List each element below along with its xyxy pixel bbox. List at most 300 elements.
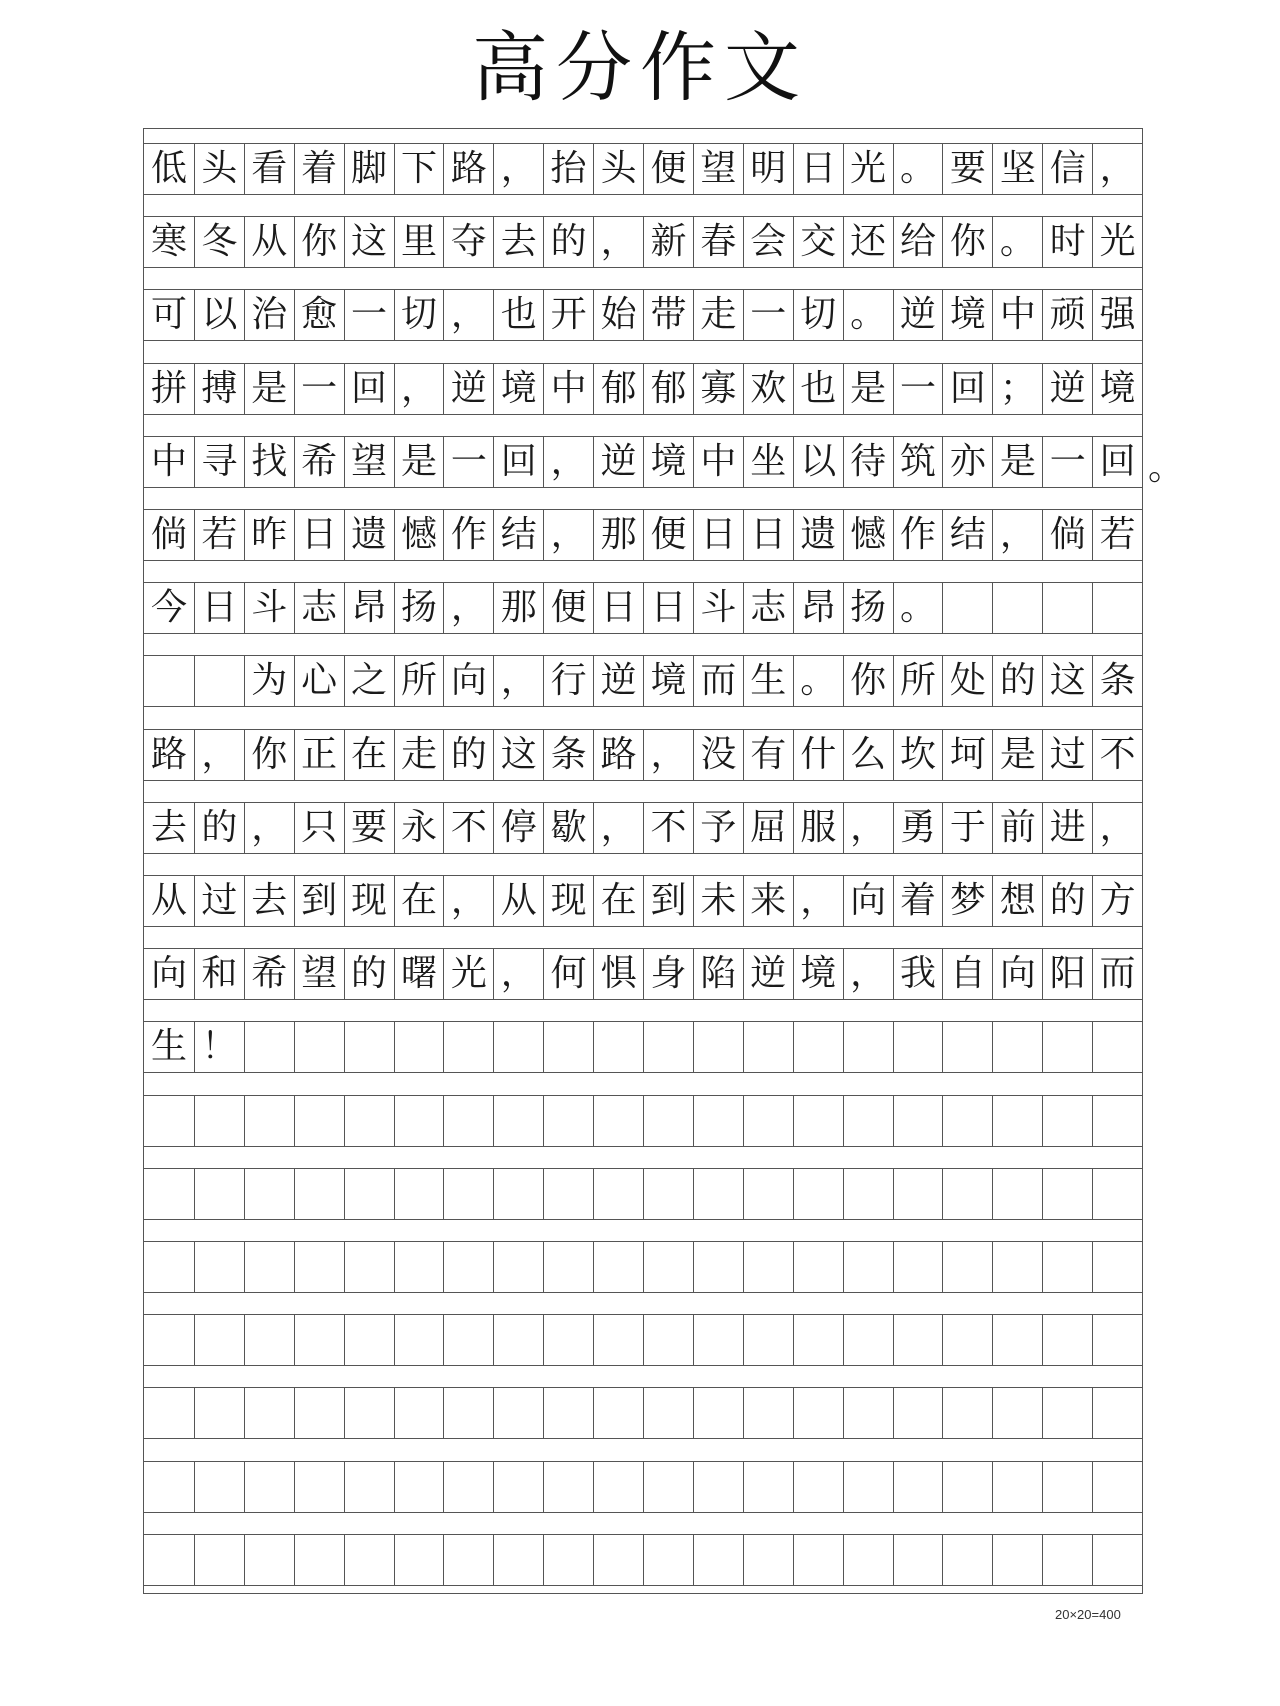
grid-cell: 日 — [643, 583, 693, 633]
grid-cell — [144, 1315, 194, 1365]
grid-cell — [294, 1388, 344, 1438]
grid-cell: 境 — [643, 656, 693, 706]
grid-cell: 光 — [1092, 217, 1142, 267]
grid-cell — [244, 1242, 294, 1292]
page-title: 高分作文 — [472, 23, 808, 112]
essay-grid-sheet — [143, 128, 1143, 1594]
grid-cell: 是 — [843, 364, 893, 414]
grid-cell — [194, 1096, 244, 1146]
grid-cell: 待 — [843, 437, 893, 487]
grid-cell: 切 — [793, 290, 843, 340]
grid-cell: 梦 — [942, 876, 992, 926]
grid-cell — [593, 1169, 643, 1219]
grid-cell: 在 — [344, 730, 394, 780]
grid-cell: 和 — [194, 949, 244, 999]
grid-cell: 一 — [743, 290, 793, 340]
grid-row — [144, 948, 1142, 1000]
grid-cell — [543, 1462, 593, 1512]
grid-cell — [893, 1242, 943, 1292]
grid-cell: 光 — [443, 949, 493, 999]
grid-cell: 倘 — [150, 514, 187, 555]
grid-cell: 遗 — [793, 510, 843, 560]
grid-cell — [244, 1169, 294, 1219]
grid-cell — [493, 1388, 543, 1438]
grid-cell — [593, 1096, 643, 1146]
grid-cell: 的 — [194, 803, 244, 853]
grid-cell: 也 — [493, 290, 543, 340]
grid-cell — [942, 1169, 992, 1219]
grid-cell: 开 — [543, 290, 593, 340]
grid-cell: ， — [1092, 144, 1142, 194]
grid-cell — [244, 1315, 294, 1365]
grid-cell — [942, 1535, 992, 1585]
grid-cell — [443, 1315, 493, 1365]
grid-cell: 不 — [643, 803, 693, 853]
grid-cell: ， — [643, 730, 693, 780]
grid-cell: 逆 — [443, 364, 493, 414]
grid-cell: 日 — [793, 144, 843, 194]
grid-cell — [1042, 1388, 1092, 1438]
grid-cell: ， — [593, 217, 643, 267]
grid-cell — [294, 1462, 344, 1512]
grid-cell: ， — [194, 730, 244, 780]
grid-cell: 要 — [942, 144, 992, 194]
grid-cell: 路 — [150, 733, 187, 775]
grid-cell — [1042, 583, 1092, 633]
grid-cell — [593, 1022, 643, 1072]
grid-cell: 逆 — [743, 949, 793, 999]
grid-cell: 境 — [942, 290, 992, 340]
grid-cell: 过 — [1042, 730, 1092, 780]
grid-cell — [144, 1169, 194, 1219]
grid-cell: 不 — [443, 803, 493, 853]
grid-cell — [793, 1242, 843, 1292]
grid-cell: 筑 — [893, 437, 943, 487]
grid-cell: 来 — [743, 876, 793, 926]
grid-cell: 结 — [942, 510, 992, 560]
grid-row — [144, 509, 1142, 561]
grid-cell: 现 — [344, 876, 394, 926]
grid-cell: 希 — [244, 949, 294, 999]
grid-cell — [693, 1462, 743, 1512]
grid-cell: ， — [443, 876, 493, 926]
grid-cell — [743, 1022, 793, 1072]
grid-cell — [543, 1022, 593, 1072]
grid-cell: 一 — [344, 290, 394, 340]
grid-cell — [394, 1315, 444, 1365]
grid-cell: 。 — [843, 290, 893, 340]
grid-cell — [793, 1022, 843, 1072]
grid-cell — [942, 1315, 992, 1365]
grid-cell: 新 — [643, 217, 693, 267]
grid-cell: 处 — [942, 656, 992, 706]
grid-cell: 从 — [493, 876, 543, 926]
grid-cell: 到 — [643, 876, 693, 926]
grid-cell: 日 — [593, 583, 643, 633]
grid-cell — [194, 1315, 244, 1365]
grid-cell: 日 — [693, 510, 743, 560]
grid-cell — [843, 1242, 893, 1292]
grid-cell: 走 — [394, 730, 444, 780]
grid-cell: 日 — [294, 510, 344, 560]
grid-cell: 而 — [693, 656, 743, 706]
grid-cell: 方 — [1092, 876, 1142, 926]
grid-cell: 低 — [150, 148, 187, 189]
grid-cell: 一 — [443, 437, 493, 487]
grid-cell: 在 — [394, 876, 444, 926]
grid-cell: 扬 — [843, 583, 893, 633]
grid-cell — [543, 1169, 593, 1219]
grid-cell — [593, 1388, 643, 1438]
grid-cell: 。 — [992, 217, 1042, 267]
grid-cell — [992, 1535, 1042, 1585]
grid-cell — [194, 1169, 244, 1219]
grid-cell — [394, 1242, 444, 1292]
grid-cell: 一 — [294, 364, 344, 414]
grid-cell — [942, 1388, 992, 1438]
grid-cell: 你 — [843, 656, 893, 706]
grid-cell: 希 — [294, 437, 344, 487]
grid-cell: 什 — [793, 730, 843, 780]
grid-cell — [843, 1535, 893, 1585]
grid-cell — [1042, 1169, 1092, 1219]
grid-cell — [443, 1169, 493, 1219]
grid-cell: ， — [543, 510, 593, 560]
grid-cell: 你 — [294, 217, 344, 267]
grid-cell — [693, 1022, 743, 1072]
grid-cell: 正 — [294, 730, 344, 780]
grid-cell — [244, 1535, 294, 1585]
grid-cell: 我 — [893, 949, 943, 999]
grid-cell — [843, 1022, 893, 1072]
grid-cell: 没 — [693, 730, 743, 780]
grid-cell: 曙 — [394, 949, 444, 999]
grid-cell: 郁 — [593, 364, 643, 414]
grid-cell: 逆 — [1042, 364, 1092, 414]
grid-cell: 夺 — [443, 217, 493, 267]
grid-cell — [693, 1169, 743, 1219]
grid-cell — [443, 1096, 493, 1146]
grid-cell — [643, 1242, 693, 1292]
grid-cell — [194, 1535, 244, 1585]
grid-cell: 光 — [843, 144, 893, 194]
grid-cell — [493, 1022, 543, 1072]
grid-cell — [843, 1169, 893, 1219]
grid-cell — [443, 1535, 493, 1585]
grid-cell: 是 — [244, 364, 294, 414]
grid-cell: 么 — [843, 730, 893, 780]
grid-row — [144, 1461, 1142, 1513]
grid-cell — [1092, 1315, 1142, 1365]
grid-cell — [793, 1388, 843, 1438]
grid-cell — [793, 1535, 843, 1585]
grid-cell: 现 — [543, 876, 593, 926]
grid-cell: ， — [443, 290, 493, 340]
grid-row — [144, 802, 1142, 854]
grid-cell — [843, 1388, 893, 1438]
grid-cell — [1092, 583, 1142, 633]
grid-cell: 逆 — [893, 290, 943, 340]
grid-cell: ， — [394, 364, 444, 414]
grid-cell — [344, 1535, 394, 1585]
grid-cell: 这 — [493, 730, 543, 780]
grid-cell: 斗 — [244, 583, 294, 633]
grid-row — [144, 363, 1142, 415]
grid-cell — [693, 1096, 743, 1146]
grid-cell: 你 — [244, 730, 294, 780]
grid-cell — [743, 1242, 793, 1292]
grid-row — [144, 875, 1142, 927]
grid-cell: 寡 — [693, 364, 743, 414]
grid-cell — [294, 1096, 344, 1146]
grid-cell: 陷 — [693, 949, 743, 999]
grid-cell — [942, 1022, 992, 1072]
grid-cell — [1042, 1022, 1092, 1072]
grid-cell: 阳 — [1042, 949, 1092, 999]
grid-row — [144, 289, 1142, 341]
grid-cell: 向 — [843, 876, 893, 926]
grid-cell: 去 — [150, 806, 187, 848]
grid-cell — [1092, 1535, 1142, 1585]
grid-cell: 寒 — [150, 221, 187, 263]
grid-cell — [743, 1462, 793, 1512]
grid-cell: 强 — [1092, 290, 1142, 340]
grid-cell — [144, 1242, 194, 1292]
grid-cell: 。 — [893, 583, 943, 633]
grid-cell: 进 — [1042, 803, 1092, 853]
grid-cell: 生 — [743, 656, 793, 706]
grid-cell: ， — [992, 510, 1042, 560]
grid-cell: 中 — [693, 437, 743, 487]
grid-cell — [244, 1462, 294, 1512]
grid-cell: 还 — [843, 217, 893, 267]
grid-cell — [394, 1096, 444, 1146]
grid-cell: 欢 — [743, 364, 793, 414]
grid-cell: 你 — [942, 217, 992, 267]
grid-cell: 治 — [244, 290, 294, 340]
grid-cell: 若 — [1092, 510, 1142, 560]
grid-cell — [344, 1169, 394, 1219]
grid-cell: 前 — [992, 803, 1042, 853]
grid-cell — [394, 1022, 444, 1072]
grid-cell — [942, 1096, 992, 1146]
grid-cell: 会 — [743, 217, 793, 267]
grid-cell — [493, 1462, 543, 1512]
grid-cell: 境 — [493, 364, 543, 414]
grid-cell: ， — [543, 437, 593, 487]
grid-cell: 坷 — [942, 730, 992, 780]
grid-cell: 勇 — [893, 803, 943, 853]
grid-cell — [942, 1462, 992, 1512]
grid-cell — [543, 1315, 593, 1365]
grid-cell — [693, 1242, 743, 1292]
grid-cell: 的 — [1042, 876, 1092, 926]
grid-cell: 回 — [344, 364, 394, 414]
grid-cell — [493, 1096, 543, 1146]
grid-cell: 带 — [643, 290, 693, 340]
grid-cell — [643, 1535, 693, 1585]
grid-row — [144, 436, 1142, 488]
grid-count-label: 20×20=400 — [1055, 1607, 1121, 1622]
grid-cell — [144, 1462, 194, 1512]
grid-cell: 想 — [992, 876, 1042, 926]
grid-cell: 望 — [693, 144, 743, 194]
grid-cell: 昂 — [793, 583, 843, 633]
grid-cell: 过 — [194, 876, 244, 926]
grid-cell: 屈 — [743, 803, 793, 853]
grid-cell: 的 — [443, 730, 493, 780]
grid-cell — [992, 1022, 1042, 1072]
grid-cell — [394, 1169, 444, 1219]
grid-cell: 向 — [992, 949, 1042, 999]
grid-cell — [194, 656, 244, 706]
grid-cell: 只 — [294, 803, 344, 853]
grid-cell: 行 — [543, 656, 593, 706]
grid-cell: 作 — [443, 510, 493, 560]
overflow-full-stop: 。 — [1148, 446, 1185, 488]
grid-cell: ， — [493, 656, 543, 706]
grid-cell: 境 — [643, 437, 693, 487]
grid-cell: 条 — [543, 730, 593, 780]
grid-cell: 明 — [743, 144, 793, 194]
grid-cell — [643, 1462, 693, 1512]
grid-cell — [493, 1169, 543, 1219]
grid-cell — [543, 1535, 593, 1585]
grid-cell — [593, 1315, 643, 1365]
grid-cell: 信 — [1042, 144, 1092, 194]
grid-cell — [443, 1022, 493, 1072]
grid-cell: 那 — [493, 583, 543, 633]
grid-cell: 而 — [1092, 949, 1142, 999]
grid-cell: 下 — [394, 144, 444, 194]
grid-cell: 若 — [194, 510, 244, 560]
grid-cell — [843, 1096, 893, 1146]
grid-cell: 里 — [394, 217, 444, 267]
grid-cell: 所 — [394, 656, 444, 706]
grid-cell — [893, 1315, 943, 1365]
grid-cell — [643, 1315, 693, 1365]
grid-cell: ！ — [194, 1022, 244, 1072]
grid-cell: ， — [244, 803, 294, 853]
grid-cell: 去 — [493, 217, 543, 267]
grid-cell: 中 — [150, 440, 187, 482]
grid-cell: 自 — [942, 949, 992, 999]
grid-cell — [144, 656, 194, 706]
grid-cell — [144, 1388, 194, 1438]
grid-cell — [144, 1096, 194, 1146]
grid-cell: ， — [493, 144, 543, 194]
grid-cell — [344, 1242, 394, 1292]
grid-cell: 便 — [643, 510, 693, 560]
grid-cell: 便 — [643, 144, 693, 194]
grid-cell — [294, 1315, 344, 1365]
grid-cell — [693, 1535, 743, 1585]
grid-cell: 憾 — [843, 510, 893, 560]
grid-cell — [893, 1022, 943, 1072]
grid-cell: 便 — [543, 583, 593, 633]
grid-row — [144, 1241, 1142, 1293]
grid-cell — [1042, 1462, 1092, 1512]
grid-cell: 境 — [1092, 364, 1142, 414]
grid-cell: 拼 — [150, 367, 187, 409]
grid-cell: 始 — [593, 290, 643, 340]
grid-cell — [344, 1315, 394, 1365]
grid-cell: 憾 — [394, 510, 444, 560]
grid-cell — [942, 583, 992, 633]
grid-cell — [244, 1096, 294, 1146]
grid-cell: 是 — [394, 437, 444, 487]
grid-cell: 。 — [793, 656, 843, 706]
grid-cell — [942, 1242, 992, 1292]
grid-cell: 交 — [793, 217, 843, 267]
grid-cell: 亦 — [942, 437, 992, 487]
grid-cell — [992, 583, 1042, 633]
grid-cell: 身 — [643, 949, 693, 999]
grid-cell: 有 — [743, 730, 793, 780]
grid-cell: 寻 — [194, 437, 244, 487]
grid-cell: 抬 — [543, 144, 593, 194]
grid-cell — [893, 1535, 943, 1585]
grid-cell: ， — [843, 803, 893, 853]
grid-cell: 看 — [244, 144, 294, 194]
grid-cell: 志 — [294, 583, 344, 633]
grid-cell — [194, 1388, 244, 1438]
grid-cell: 可 — [150, 294, 187, 336]
grid-cell: 歇 — [543, 803, 593, 853]
grid-cell — [244, 1388, 294, 1438]
grid-cell: 这 — [344, 217, 394, 267]
grid-cell — [893, 1388, 943, 1438]
grid-cell: 望 — [294, 949, 344, 999]
grid-cell: 望 — [344, 437, 394, 487]
grid-cell: 倘 — [1042, 510, 1092, 560]
grid-cell: 着 — [294, 144, 344, 194]
grid-cell — [992, 1315, 1042, 1365]
grid-row — [144, 216, 1142, 268]
grid-cell: 停 — [493, 803, 543, 853]
grid-cell: 今 — [150, 587, 187, 629]
grid-cell — [1042, 1096, 1092, 1146]
grid-cell: 日 — [194, 583, 244, 633]
grid-cell: 是 — [992, 437, 1042, 487]
grid-cell: 结 — [493, 510, 543, 560]
grid-cell: 冬 — [194, 217, 244, 267]
grid-cell: 坎 — [893, 730, 943, 780]
grid-cell — [593, 1535, 643, 1585]
grid-cell: 遗 — [344, 510, 394, 560]
grid-cell: 也 — [793, 364, 843, 414]
grid-cell — [344, 1096, 394, 1146]
grid-row — [144, 1095, 1142, 1147]
grid-row — [144, 1021, 1142, 1073]
grid-cell — [843, 1315, 893, 1365]
grid-cell: 回 — [493, 437, 543, 487]
grid-cell: 的 — [344, 949, 394, 999]
grid-row — [144, 1534, 1142, 1586]
grid-row — [144, 1168, 1142, 1220]
grid-cell: 要 — [344, 803, 394, 853]
grid-cell: 不 — [1092, 730, 1142, 780]
grid-cell — [693, 1315, 743, 1365]
grid-cell — [743, 1388, 793, 1438]
grid-cell — [992, 1096, 1042, 1146]
grid-cell — [843, 1462, 893, 1512]
grid-cell — [793, 1169, 843, 1219]
grid-cell — [893, 1169, 943, 1219]
grid-cell: 回 — [1092, 437, 1142, 487]
grid-cell — [693, 1388, 743, 1438]
grid-row — [144, 729, 1142, 781]
